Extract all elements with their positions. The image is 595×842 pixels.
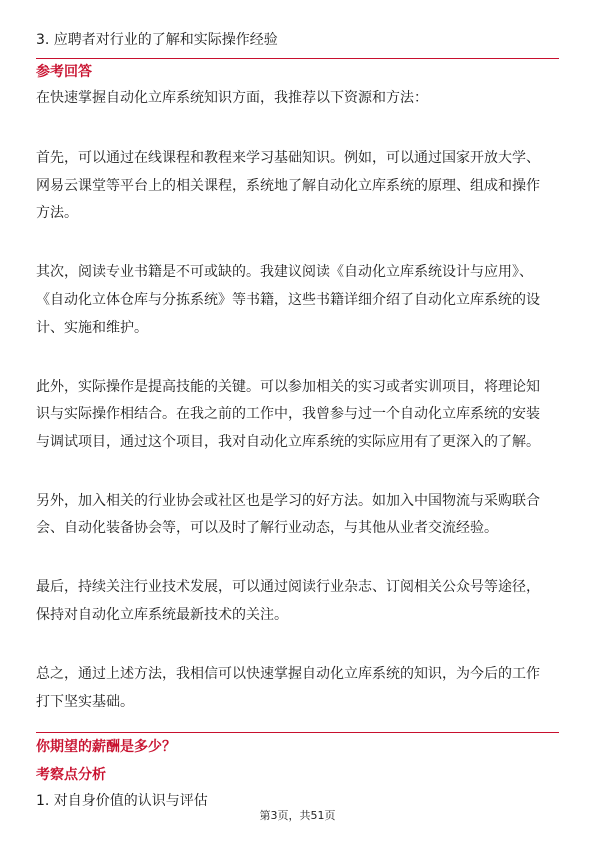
paragraph-line: 另外，加入相关的行业协会或社区也是学习的好方法。如加入中国物流与采购联合 xyxy=(36,493,540,509)
question-heading: 3. 应聘者对行业的了解和实际操作经验 xyxy=(36,32,278,48)
paragraph-line: 方法。 xyxy=(36,205,78,221)
analysis-label: 考察点分析 xyxy=(36,767,106,783)
paragraph-line: 识与实际操作相结合。在我之前的工作中，我曾参与过一个自动化立库系统的安装 xyxy=(36,406,540,422)
paragraph-line: 其次，阅读专业书籍是不可或缺的。我建议阅读《自动化立库系统设计与应用》、 xyxy=(36,264,533,280)
paragraph-line: 计、实施和维护。 xyxy=(36,320,148,336)
section-divider xyxy=(36,58,559,59)
paragraph-line: 总之，通过上述方法，我相信可以快速掌握自动化立库系统的知识，为今后的工作 xyxy=(36,666,540,682)
paragraph-line: 此外，实际操作是提高技能的关键。可以参加相关的实习或者实训项目，将理论知 xyxy=(36,379,540,395)
paragraph-line: 最后，持续关注行业技术发展，可以通过阅读行业杂志、订阅相关公众号等途径， xyxy=(36,579,540,595)
analysis-point: 1. 对自身价值的认识与评估 xyxy=(36,793,208,809)
next-question-heading: 你期望的薪酬是多少？ xyxy=(36,739,176,755)
paragraph-line: 《自动化立体仓库与分拣系统》等书籍，这些书籍详细介绍了自动化立库系统的设 xyxy=(36,292,540,308)
section-divider xyxy=(36,732,559,733)
paragraph-line: 会、自动化装备协会等，可以及时了解行业动态，与其他从业者交流经验。 xyxy=(36,520,498,536)
paragraph-line: 网易云课堂等平台上的相关课程，系统地了解自动化立库系统的原理、组成和操作 xyxy=(36,178,540,194)
page-footer: 第3页，共51页 xyxy=(259,809,336,822)
paragraph-line: 首先，可以通过在线课程和教程来学习基础知识。例如，可以通过国家开放大学、 xyxy=(36,150,540,166)
paragraph-line: 与调试项目，通过这个项目，我对自动化立库系统的实际应用有了更深入的了解。 xyxy=(36,434,540,450)
answer-label: 参考回答 xyxy=(36,64,92,80)
paragraph-line: 打下坚实基础。 xyxy=(36,694,134,710)
paragraph-line: 保持对自动化立库系统最新技术的关注。 xyxy=(36,607,288,623)
answer-intro: 在快速掌握自动化立库系统知识方面，我推荐以下资源和方法： xyxy=(36,90,428,106)
